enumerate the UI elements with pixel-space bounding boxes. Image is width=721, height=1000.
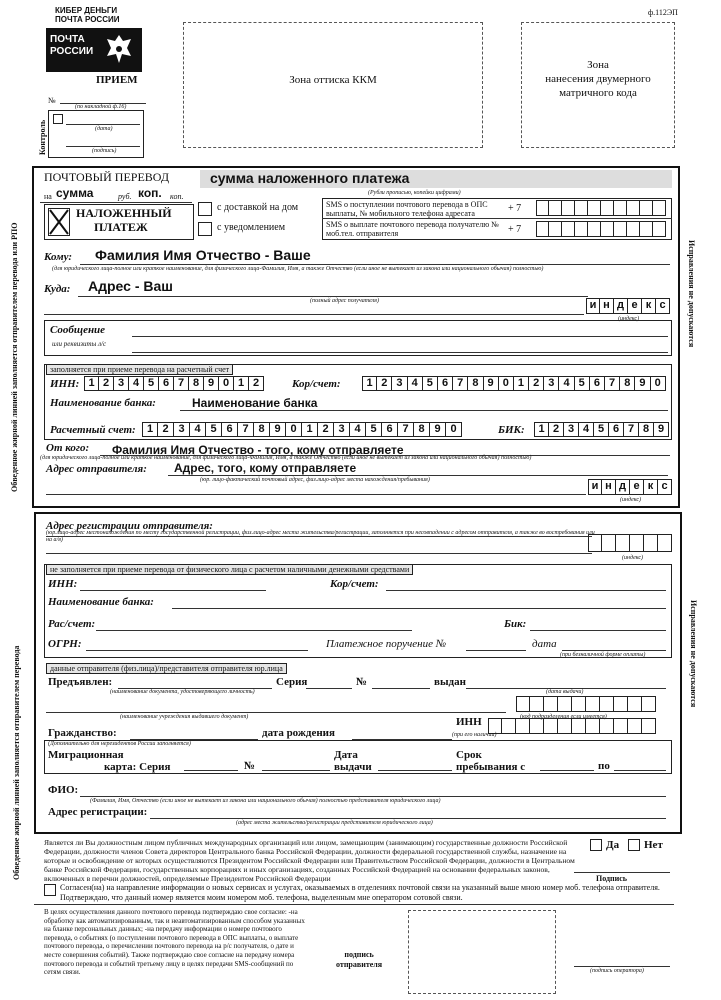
- digit-cell: 7: [238, 422, 254, 437]
- sms2-phone-cells[interactable]: [536, 221, 666, 237]
- digit-cell: 6: [222, 422, 238, 437]
- komu-label: Кому:: [44, 251, 73, 263]
- seria-label: Серия: [276, 676, 308, 688]
- delivery-checkbox[interactable]: [198, 202, 212, 216]
- digit-cell: 0: [219, 376, 234, 391]
- message-label: Сообщение: [50, 324, 106, 336]
- digit-cell: 6: [438, 376, 453, 391]
- amount-value[interactable]: сумма наложенного платежа: [210, 170, 410, 186]
- lower-ras-label: Рас/счет:: [48, 618, 96, 630]
- digit-cell: 4: [559, 376, 574, 391]
- matrix-zone-line3: матричного кода: [559, 87, 637, 99]
- digit-cell: 7: [624, 422, 639, 437]
- inn-label: ИНН:: [50, 378, 80, 390]
- sender-address-note: (юр. лицо-фактический почтовый адрес, физ.лицо-адрес места нахождения/пребывания): [200, 477, 430, 483]
- sender-sign-zone[interactable]: [408, 910, 556, 994]
- control-sign-note: (подпись): [92, 148, 117, 154]
- date-issue-note: (дата выдачи): [546, 689, 584, 695]
- digit-cell: 3: [544, 376, 559, 391]
- brand-line2: ПОЧТА РОССИИ: [55, 15, 120, 24]
- sms2-plus7: + 7: [508, 224, 522, 235]
- inn-cells[interactable]: [84, 376, 264, 391]
- operator-sign-note: (подпись оператора): [590, 968, 644, 974]
- digit-cell: 7: [453, 376, 468, 391]
- digit-cell: 4: [190, 422, 206, 437]
- reg-label: Адрес регистрации отправителя:: [46, 520, 213, 532]
- digit-cell: 9: [635, 376, 650, 391]
- mig-no-label: №: [244, 760, 256, 772]
- sender-index-cells[interactable]: и н д е к с: [588, 479, 672, 495]
- digit-cell: 8: [639, 422, 654, 437]
- side-left-bottom: Обведенное жирной линией заполняется отправителем перевода: [12, 645, 21, 880]
- digit-cell: 2: [549, 422, 564, 437]
- transfer-title: ПОЧТОВЫЙ ПЕРЕВОД: [44, 170, 170, 184]
- pep-sign-label: Подпись: [596, 874, 628, 883]
- consent-block: В целях осуществления данного почтового перевода подтверждаю свое согласие: -на обработку как автоматизированным, так и неавтоматизированным способом указанных на бланке персональных данных; -на передачу информации о номере почтового перевода, о событиях (о поступлении почтового перевода в ОПС выплаты, о выплате почтового перевода, о перечислении почтового перевода на р/с получателя, о дате и месте совершения событий). Также подтверждаю свое согласие на передачу номера почтового перевода и событий третьему лицу в целях передачи SMS-сообщений по сетям связи.: [44, 908, 305, 977]
- consent-checkbox[interactable]: [44, 884, 56, 896]
- digit-cell: 5: [575, 376, 590, 391]
- digit-cell: 5: [144, 376, 159, 391]
- vydan-label: выдан: [434, 676, 466, 688]
- digit-cell: 4: [129, 376, 144, 391]
- digit-cell: 3: [334, 422, 350, 437]
- nakladnoy-note: (по накладной ф.16): [75, 104, 127, 110]
- cod-checkbox[interactable]: [48, 208, 70, 236]
- mig-date-line2: выдачи: [334, 761, 372, 773]
- net-label: Нет: [644, 839, 663, 851]
- matrix-zone-line2: нанесения двумерного: [545, 73, 651, 85]
- eagle-icon: [104, 32, 134, 66]
- mig-line2: карта: Серия: [104, 761, 171, 773]
- sms2-label: SMS о выплате почтового перевода получателю № моб.тел. отправителя: [326, 220, 499, 238]
- sender-data-tag: данные отправителя (физ.лица)/представителя отправителя юр.лица: [46, 663, 287, 674]
- kkm-zone-label: Зона оттиска ККМ: [289, 74, 377, 86]
- foreign-note: (Дополнительно для нерезидентов России заполняется): [48, 741, 191, 747]
- digit-cell: 2: [158, 422, 174, 437]
- ot-kogo-label: От кого:: [46, 442, 90, 454]
- digit-cell: 6: [609, 422, 624, 437]
- sender-sign-line2: отправителя: [336, 960, 383, 969]
- digit-cell: 7: [605, 376, 620, 391]
- ot-kogo-note: (для юридического лица-полное или краткое наименование, для физического лица-Фамилия, Имя, а также Отчество (если иное не вытекает из закона или национального обычая) полностью): [40, 455, 532, 461]
- digit-cell: 9: [654, 422, 669, 437]
- no-label-lower: №: [356, 676, 368, 688]
- digit-cell: 0: [286, 422, 302, 437]
- kor-cells[interactable]: [362, 376, 666, 391]
- account-label: Расчетный счет:: [50, 424, 136, 436]
- reg2-label: Адрес регистрации:: [48, 806, 148, 818]
- form-code: ф.112ЭП: [648, 8, 678, 17]
- bank-name-value[interactable]: Наименование банка: [192, 396, 318, 410]
- side-left-top: Обведенное жирной линией заполняется отправителем перевода или РПО: [10, 222, 19, 492]
- digit-cell: 7: [174, 376, 189, 391]
- ot-kogo-value[interactable]: Фамилия Имя Отчество - того, кому отправляете: [112, 443, 404, 457]
- consent-text: Согласен(на) на направление информации о новых сервисах и услугах, оказываемых в отделениях почтовой связи на указанный выше мною номер моб. телефона отправителя. Подтверждаю, что данный номер является моим номером моб. телефона, выделенным мне оператором сотовой связи.: [60, 883, 660, 902]
- lower-inn-label: ИНН:: [48, 578, 78, 590]
- digit-cell: 2: [529, 376, 544, 391]
- srok-line2: пребывания с: [456, 761, 526, 773]
- digit-cell: 0: [499, 376, 514, 391]
- matrix-zone-line1: Зона: [587, 59, 609, 71]
- rub-label: руб.: [118, 192, 132, 201]
- digit-cell: 0: [446, 422, 462, 437]
- digit-cell: 3: [174, 422, 190, 437]
- logo-text2: РОССИИ: [50, 46, 94, 57]
- digit-cell: 9: [204, 376, 219, 391]
- sender-address-label: Адрес отправителя:: [46, 463, 147, 475]
- sender-sign-line1: подпись: [344, 950, 374, 959]
- sms1-label: SMS о поступлении почтового перевода в ОПС выплаты, № мобильного телефона адресата: [326, 200, 488, 218]
- digit-cell: 4: [408, 376, 423, 391]
- srok-line1: Срок: [456, 749, 482, 761]
- message-sub: или реквизиты л/с: [52, 340, 107, 348]
- komu-note: (для юридического лица-полное или краткое наименование, для физического лица-Фамилия, Имя, а также Отчество (если иное не вытекает из закона или национального обычая) полностью): [52, 266, 544, 272]
- reg2-note: (адрес места жительства/регистрации представителя юридического лица): [236, 820, 433, 826]
- digit-cell: 6: [159, 376, 174, 391]
- cod-line2: ПЛАТЕЖ: [94, 220, 148, 234]
- fiz-note: не заполняется при приеме перевода от физического лица с расчетом наличными денежными средствами: [46, 564, 413, 575]
- control-checkbox[interactable]: [53, 114, 63, 124]
- lower-bik-label: Бик:: [504, 618, 527, 630]
- notify-checkbox[interactable]: [198, 222, 212, 236]
- po-label: по: [598, 760, 610, 772]
- digit-cell: 2: [99, 376, 114, 391]
- digit-cell: 5: [594, 422, 609, 437]
- digit-cell: 2: [377, 376, 392, 391]
- komu-value[interactable]: Фамилия Имя Отчество - Ваше: [95, 247, 311, 263]
- reg-note: (юр.лицо-адрес местонахождения по месту государственной регистрации, физ.лицо-адрес места жительства/регистрации, заполняется при несовпадении с адресом отправителя, а также во востребования или на а/я): [46, 530, 595, 543]
- digit-cell: 3: [564, 422, 579, 437]
- bik-label: БИК:: [498, 424, 525, 436]
- bik-cells[interactable]: [534, 422, 669, 437]
- inst-note: (наименование учреждения выдавшего документ): [120, 714, 249, 720]
- dept-note: (код подразделения если имеется): [520, 714, 607, 720]
- da-checkbox[interactable]: [590, 839, 602, 851]
- digit-cell: 2: [249, 376, 264, 391]
- digit-cell: 2: [318, 422, 334, 437]
- digit-cell: 3: [392, 376, 407, 391]
- digit-cell: 8: [254, 422, 270, 437]
- digit-cell: 9: [484, 376, 499, 391]
- bank-fill-note: заполняется при приеме перевода на расчетный счет: [46, 364, 233, 375]
- recipient-index-value: [586, 298, 670, 299]
- digit-cell: 9: [430, 422, 446, 437]
- digit-cell: 8: [468, 376, 483, 391]
- pep-question: Является ли Вы должностным лицом публичных международных организаций или лицом, замещающим (занимающим) государственные должности Российской Федерации, должности членов Совета директоров Центрального банка Российской Федерации, должности федеральной государственной службы, назначение на которые и освобождение от которых осуществляются Президентом Российской Федерации или Правительством Российской Федерации, должности в Центральном банке Российской Федерации, государственных корпорациях и иных организациях, созданных Российской Федерацией на основании федеральных законов, включенных в перечни должностей, определяемые Президентом Российской Федерации: [44, 838, 575, 883]
- inn2-cells[interactable]: [488, 718, 656, 734]
- inn2-note: (при его наличии): [452, 732, 497, 738]
- ogrn-label: ОГРН:: [48, 638, 82, 650]
- lower-kor-label: Кор/счет:: [330, 578, 379, 590]
- summa-value[interactable]: сумма: [56, 186, 94, 200]
- digit-cell: 8: [189, 376, 204, 391]
- digit-cell: 4: [579, 422, 594, 437]
- digit-cell: 6: [590, 376, 605, 391]
- control-date-note: (дата): [95, 126, 113, 132]
- digit-cell: 1: [514, 376, 529, 391]
- bank-name-label: Наименование банка:: [50, 397, 156, 409]
- inn2-label: ИНН: [456, 716, 482, 728]
- digit-cell: 1: [362, 376, 377, 391]
- digit-cell: 1: [534, 422, 549, 437]
- digit-cell: 6: [382, 422, 398, 437]
- digit-cell: 5: [423, 376, 438, 391]
- kor-label: Кор/счет:: [292, 378, 341, 390]
- digit-cell: 1: [142, 422, 158, 437]
- fio-note: (Фамилия, Имя, Отчество (если иное не вытекает из закона или национального обычая) полностью представителя юридического лица): [90, 798, 441, 804]
- sender-index-note: (индекс): [620, 497, 641, 503]
- kuda-label: Куда:: [44, 283, 71, 295]
- reg-index-note: (индекс): [622, 555, 643, 561]
- digit-cell: 7: [398, 422, 414, 437]
- fio-label: ФИО:: [48, 784, 79, 796]
- digit-cell: 5: [206, 422, 222, 437]
- control-label: Контроль: [38, 119, 47, 155]
- recipient-index-note: (индекс): [618, 316, 639, 322]
- payment-note: (при безналичной форме оплаты): [560, 652, 646, 658]
- rub-note: (Рубли прописью, копейки цифрами): [368, 190, 461, 196]
- birth-label: дата рождения: [262, 727, 335, 739]
- brand-line1: КИБЕР ДЕНЬГИ: [55, 6, 118, 15]
- payment-order-label: Платежное поручение №: [326, 638, 447, 650]
- side-right-bottom: Исправления не допускаются: [689, 600, 698, 708]
- mig-date-line1: Дата: [334, 749, 358, 761]
- reg-index-cells[interactable]: [588, 534, 672, 552]
- citizenship-label: Гражданство:: [48, 727, 117, 739]
- mig-line1: Миграционная: [48, 749, 124, 761]
- digit-cell: 1: [84, 376, 99, 391]
- account-cells[interactable]: [142, 422, 462, 437]
- digit-cell: 9: [270, 422, 286, 437]
- sender-address-value[interactable]: Адрес, того, кому отправляете: [174, 461, 357, 475]
- kop-value[interactable]: коп.: [138, 186, 162, 200]
- sms1-phone-cells[interactable]: [536, 200, 666, 216]
- na-label: на: [44, 192, 52, 201]
- predyavlen-label: Предъявлен:: [48, 676, 113, 688]
- cod-line1: НАЛОЖЕННЫЙ: [76, 206, 172, 220]
- digit-cell: 5: [366, 422, 382, 437]
- payment-date-label: дата: [532, 638, 557, 650]
- priem-label: ПРИЕМ: [96, 74, 138, 86]
- digit-cell: 1: [302, 422, 318, 437]
- lower-bank-name: Наименование банка:: [48, 596, 154, 608]
- digit-cell: 8: [414, 422, 430, 437]
- delivery-label: с доставкой на дом: [217, 202, 299, 213]
- kop-label: коп.: [170, 192, 184, 201]
- dept-code-cells[interactable]: [516, 696, 656, 712]
- digit-cell: 1: [234, 376, 249, 391]
- kuda-note: (полный адрес получателя): [310, 298, 379, 304]
- da-label: Да: [606, 839, 620, 851]
- notify-label: с уведомлением: [217, 222, 286, 233]
- digit-cell: 3: [114, 376, 129, 391]
- recipient-index-cells[interactable]: и н д е к с: [586, 298, 670, 314]
- message-box[interactable]: [44, 320, 672, 356]
- logo-text1: ПОЧТА: [50, 34, 85, 45]
- sms1-plus7: + 7: [508, 203, 522, 214]
- net-checkbox[interactable]: [628, 839, 640, 851]
- digit-cell: 0: [651, 376, 666, 391]
- doc-note: (наименование документа, удостоверяющего личность): [110, 689, 255, 695]
- sender-index-value: [588, 479, 672, 480]
- digit-cell: 4: [350, 422, 366, 437]
- no-label: №: [48, 96, 56, 105]
- side-right-top: Исправления не допускаются: [687, 240, 696, 348]
- digit-cell: 8: [620, 376, 635, 391]
- kuda-value[interactable]: Адрес - Ваш: [88, 278, 173, 294]
